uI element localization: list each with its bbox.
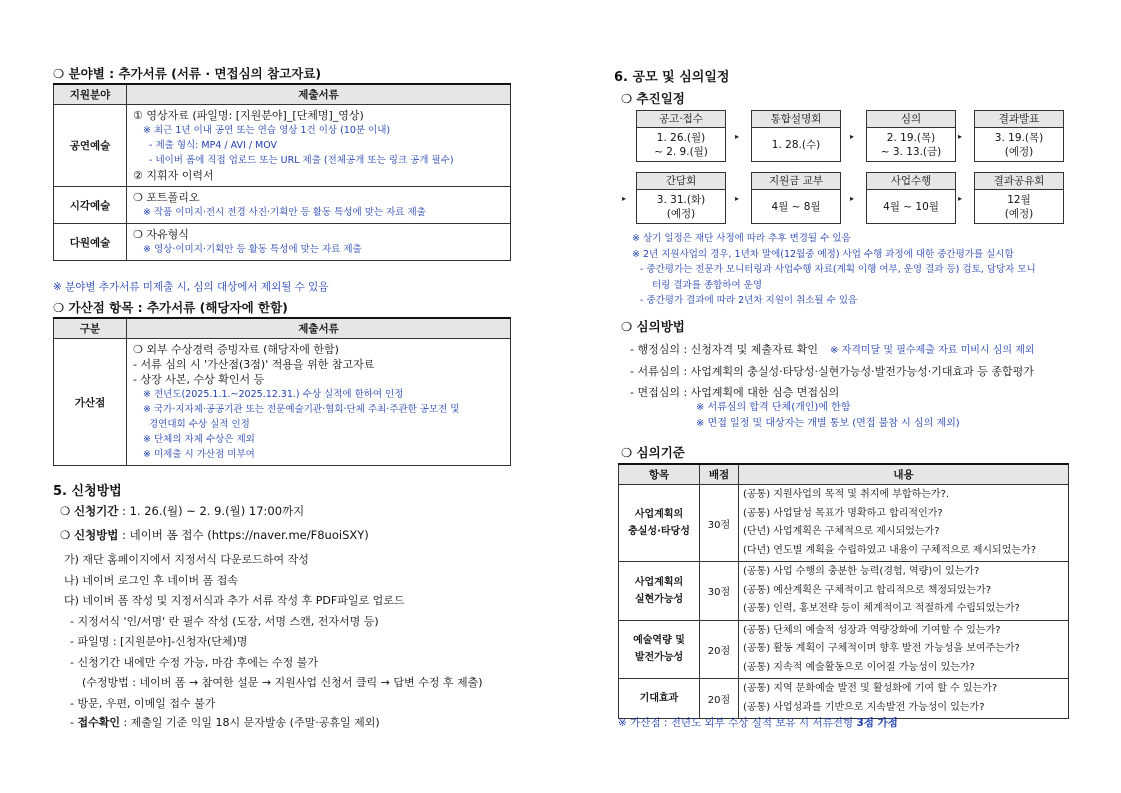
apply-sub: - 파일명 : [지원분야]-신청자(단체)명 [70,635,248,648]
schedule-main-title: 6. 공모 및 심의일정 [614,70,730,85]
criteria-score: 30점 [700,562,739,621]
criteria-item-line: 실현가능성 [634,593,684,605]
schedule-box-date: ~ 2. 9.(월) [654,146,708,158]
col-header-bonus-docs: 제출서류 [127,318,511,339]
apply-steps [64,550,483,714]
schedule-box [636,172,726,224]
criteria-item [619,620,700,679]
criteria-line: (공통) 사업달성 목표가 명확하고 합리적인가? [743,507,943,519]
table-row [54,339,511,466]
criteria-item-line: 기대효과 [639,693,679,704]
schedule-box [636,110,726,162]
method-line-text: - 행정심의 : 신청자격 및 제출자료 확인 [630,343,819,356]
method-note: ※ 면접 일정 및 대상자는 개별 통보 (면접 불참 시 심의 제외) [696,418,960,429]
criteria-item-line: 사업계획의 [634,509,684,520]
bonus-line: - 서류 심의 시 '가산점(3점)' 적용을 위한 참고자료 [133,358,375,371]
bonus-line: ❍ 외부 수상경력 증빙자료 (해당자에 한함) [133,343,339,356]
schedule-note: - 중간평가는 전문가 모니터링과 사업수행 자료(계획 이행 여부, 운영 결과 등) 검토, 담당자 모니 [640,264,1036,275]
table-row [54,187,511,224]
schedule-title: ❍ 추진일정 [621,91,685,106]
col-header-score: 배점 [700,464,739,485]
criteria-item [619,485,700,562]
bonus-field: 가산점 [54,339,127,466]
bonus-line: ※ 미제출 시 가산점 미부여 [143,449,255,460]
arrow-right-icon: ▸ [850,194,855,203]
schedule-note: ※ 상기 일정은 재단 사정에 따라 추후 변경될 수 있음 [632,233,851,244]
apply-method-label: 신청방법 [73,528,119,542]
schedule-box-date: 3. 19.(목) [994,132,1044,144]
criteria-content [739,485,1069,562]
apply-sub: - 방문, 우편, 이메일 접수 불가 [70,696,216,710]
method-line-note: ※ 자격미달 및 필수제출 자료 미비시 심의 제외 [830,345,1035,356]
method-line-text: - 면접심의 : 사업계획에 대한 심층 면접심의 [630,386,840,399]
doc-line: - 제출 형식: MP4 / AVI / MOV [149,140,278,151]
field-name: 공연예술 [54,105,127,187]
schedule-box-header: 통합설명회 [752,111,840,128]
schedule-box-header: 지원금 교부 [752,173,840,190]
schedule-note: 터링 결과를 종합하여 운영 [652,279,763,291]
apply-step: 다) 네이버 폼 작성 및 지정서식과 추가 서류 작성 후 PDF파일로 업로드 [64,594,405,607]
apply-step: 나) 네이버 로그인 후 네이버 폼 접속 [64,573,239,587]
criteria-item [619,562,700,621]
schedule-box [751,172,841,224]
arrow-right-icon: ▸ [735,132,740,141]
bonus-line: ※ 전년도(2025.1.1.~2025.12.31.) 수상 실적에 한하여 인정 [143,389,404,400]
criteria-item-line: 발전가능성 [634,652,684,664]
apply-step: 가) 재단 홈페이지에서 지정서식 다운로드하여 작성 [64,553,309,566]
doc-line: ※ 최근 1년 이내 공연 또는 연습 영상 1건 이상 (10분 이내) [143,125,391,136]
method-line [630,361,1035,382]
apply-sub: - 지정서식 '인/서명' 란 필수 작성 (도장, 서명 스캔, 전자서명 등) [70,614,379,628]
bonus-line: - 상장 사본, 수상 확인서 등 [133,373,265,386]
schedule-box-date: (예정) [666,208,696,220]
method-note: ※ 서류심의 합격 단체(개인)에 한함 [696,402,851,413]
apply-period-label: 신청기간 [73,504,119,518]
doc-line: ※ 작품 이미지·전시 전경 사진·기획안 등 활동 특성에 맞는 자료 제출 [143,207,426,218]
criteria-line: (공통) 활동 계획이 구체적이며 향후 발전 가능성을 보여주는가? [743,643,1020,654]
schedule-box-header: 결과공유회 [975,173,1063,190]
apply-method-value: : 네이버 폼 접수 (https://naver.me/F8uoiSXY) [118,528,369,542]
schedule-box-date: (예정) [1004,208,1034,220]
criteria-line: (단년) 사업계획은 구체적으로 제시되었는가? [743,526,940,537]
apply-confirm-label: 접수확인 [77,716,120,729]
bonus-line: ※ 국가·지자체·공공기관 또는 전문예술기관·협회·단체 주최·주관한 공모전 및 [143,404,460,415]
schedule-box-date: 4월 ~ 10월 [883,201,939,213]
schedule-note: - 중간평가 결과에 따라 2년차 지원이 취소될 수 있음 [640,295,858,306]
apply-method: ❍ 신청방법 : 네이버 폼 접수 (https://naver.me/F8uoiSXY) [60,528,369,542]
criteria-line: (공통) 지속적 예술활동으로 이어질 가능성이 있는가? [743,661,975,673]
method-line [630,339,1035,361]
table-row [619,620,1069,679]
field-docs-cell [127,187,511,224]
col-header-content: 내용 [739,464,1069,485]
extra-docs-table [53,83,511,261]
arrow-right-icon: ▸ [850,132,855,141]
method-lines [630,339,1035,403]
criteria-item-line: 예술역량 및 [633,635,685,647]
field-name: 시각예술 [54,187,127,224]
arrow-right-icon: ▸ [622,194,627,203]
doc-line: ① 영상자료 (파일명: [지원분야]_[단체명]_영상) [133,109,364,122]
apply-sub: (수정방법 : 네이버 폼 → 참여한 설문 → 지원사업 신청서 클릭 → 답변 수정 후 제출) [82,676,483,689]
arrow-right-icon: ▸ [958,132,963,141]
table-row [619,485,1069,562]
extra-docs-note: ※ 분야별 추가서류 미제출 시, 심의 대상에서 제외될 수 있음 [53,281,329,293]
schedule-box-date: 4월 ~ 8월 [771,201,821,213]
schedule-box-header: 공고·접수 [637,111,725,128]
doc-line: ② 지휘자 이력서 [133,169,214,182]
apply-confirm: - 접수확인 : 제출일 기준 익일 18시 문자발송 (주말·공휴일 제외) [70,716,380,729]
field-docs-cell [127,105,511,187]
method-line-text: - 서류심의 : 사업계획의 충실성·타당성·실현가능성·발전가능성·기대효과 등 종합평가 [630,365,1034,378]
criteria-score: 20점 [700,620,739,679]
schedule-box [974,110,1064,162]
field-docs-cell [127,224,511,261]
criteria-content [739,679,1069,719]
bonus-docs-cell [127,339,511,466]
apply-title: 5. 신청방법 [53,484,122,499]
criteria-content [739,620,1069,679]
apply-period-value: : 1. 26.(월) ~ 2. 9.(월) 17:00까지 [118,504,305,518]
schedule-box [866,172,956,224]
doc-line: ❍ 자유형식 [133,228,189,241]
bonus-line: ※ 단체의 자체 수상은 제외 [143,434,255,445]
criteria-line: (공통) 지원사업의 목적 및 취지에 부합하는가?. [743,489,950,500]
criteria-line: (공통) 사업성과를 기반으로 지속발전 가능성이 있는가? [743,701,985,713]
criteria-line: (공통) 인력, 홍보전략 등이 체계적이고 적절하게 수립되었는가? [743,603,1020,614]
criteria-item-line: 사업계획의 [634,576,684,588]
extra-docs-title: ❍ 분야별 : 추가서류 (서류 · 면접심의 참고자료) [53,66,322,81]
field-name: 다원예술 [54,224,127,261]
schedule-box [866,110,956,162]
apply-sub: - 신청기간 내에만 수정 가능, 마감 후에는 수정 불가 [70,655,318,669]
criteria-table [618,463,1069,719]
arrow-right-icon: ▸ [735,194,740,203]
criteria-line: (공통) 사업 수행의 충분한 능력(경험, 역량)이 있는가? [743,566,980,577]
criteria-item [619,679,700,719]
bonus-note-text: ※ 가산점 : 전년도 외부 수상 실적 보유 시 서류전형 [618,717,857,729]
schedule-notes [632,231,1036,309]
table-row [619,679,1069,719]
col-header-field: 지원분야 [54,84,127,105]
schedule-box-date: 1. 26.(월) [656,132,706,144]
apply-period: ❍ 신청기간 : 1. 26.(월) ~ 2. 9.(월) 17:00까지 [60,504,305,518]
table-row [619,562,1069,621]
criteria-line: (공통) 예산계획은 구체적이고 합리적으로 책정되었는가? [743,584,992,596]
schedule-box-date: 1. 28.(수) [771,139,821,151]
col-header-docs: 제출서류 [127,84,511,105]
table-row [54,224,511,261]
doc-line: ※ 영상·이미지·기획안 등 활동 특성에 맞는 자료 제출 [143,244,362,255]
arrow-right-icon: ▸ [958,194,963,203]
schedule-box-date: (예정) [1004,146,1034,158]
method-notes [696,400,960,432]
bonus-title: ❍ 가산점 항목 : 추가서류 (해당자에 한함) [53,300,288,315]
schedule-note: ※ 2년 지원사업의 경우, 1년차 말에(12월중 예정) 사업 수행 과정에 대한 중간평가를 실시함 [632,248,1014,260]
schedule-box-header: 사업수행 [867,173,955,190]
criteria-item-line: 충실성·타당성 [628,526,690,537]
doc-line: ❍ 포트폴리오 [133,191,200,204]
bonus-note-points: 3점 가점 [856,717,898,729]
criteria-line: (다년) 연도별 계획을 수립하였고 내용이 구체적으로 제시되었는가? [743,544,1037,556]
schedule-box-header: 간담회 [637,173,725,190]
col-header-category: 구분 [54,318,127,339]
criteria-title: ❍ 심의기준 [621,445,685,460]
schedule-box-date: 2. 19.(목) [886,132,936,144]
schedule-box [751,110,841,162]
schedule-box-date: ~ 3. 13.(금) [880,146,942,158]
criteria-line: (공통) 단체의 예술적 성장과 역량강화에 기여할 수 있는가? [743,624,1001,636]
bonus-note [618,715,898,730]
bonus-table [53,317,511,466]
apply-confirm-value: : 제출일 기준 익일 18시 문자발송 (주말·공휴일 제외) [119,716,380,729]
doc-line: - 네이버 폼에 직접 업로드 또는 URL 제출 (전체공개 또는 링크 공개 필수) [149,155,454,166]
table-row [54,105,511,187]
schedule-box-header: 심의 [867,111,955,128]
criteria-line: (공통) 지역 문화예술 발전 및 활성화에 기여 할 수 있는가? [743,683,998,694]
criteria-score: 30점 [700,485,739,562]
schedule-box-header: 결과발표 [975,111,1063,128]
schedule-box-date: 12월 [1007,194,1031,206]
bonus-line: 경연대회 수상 실적 인정 [149,419,250,430]
criteria-content [739,562,1069,621]
criteria-score: 20점 [700,679,739,719]
schedule-box [974,172,1064,224]
method-title: ❍ 심의방법 [621,319,685,334]
col-header-item: 항목 [619,464,700,485]
schedule-box-date: 3. 31.(화) [656,194,706,206]
